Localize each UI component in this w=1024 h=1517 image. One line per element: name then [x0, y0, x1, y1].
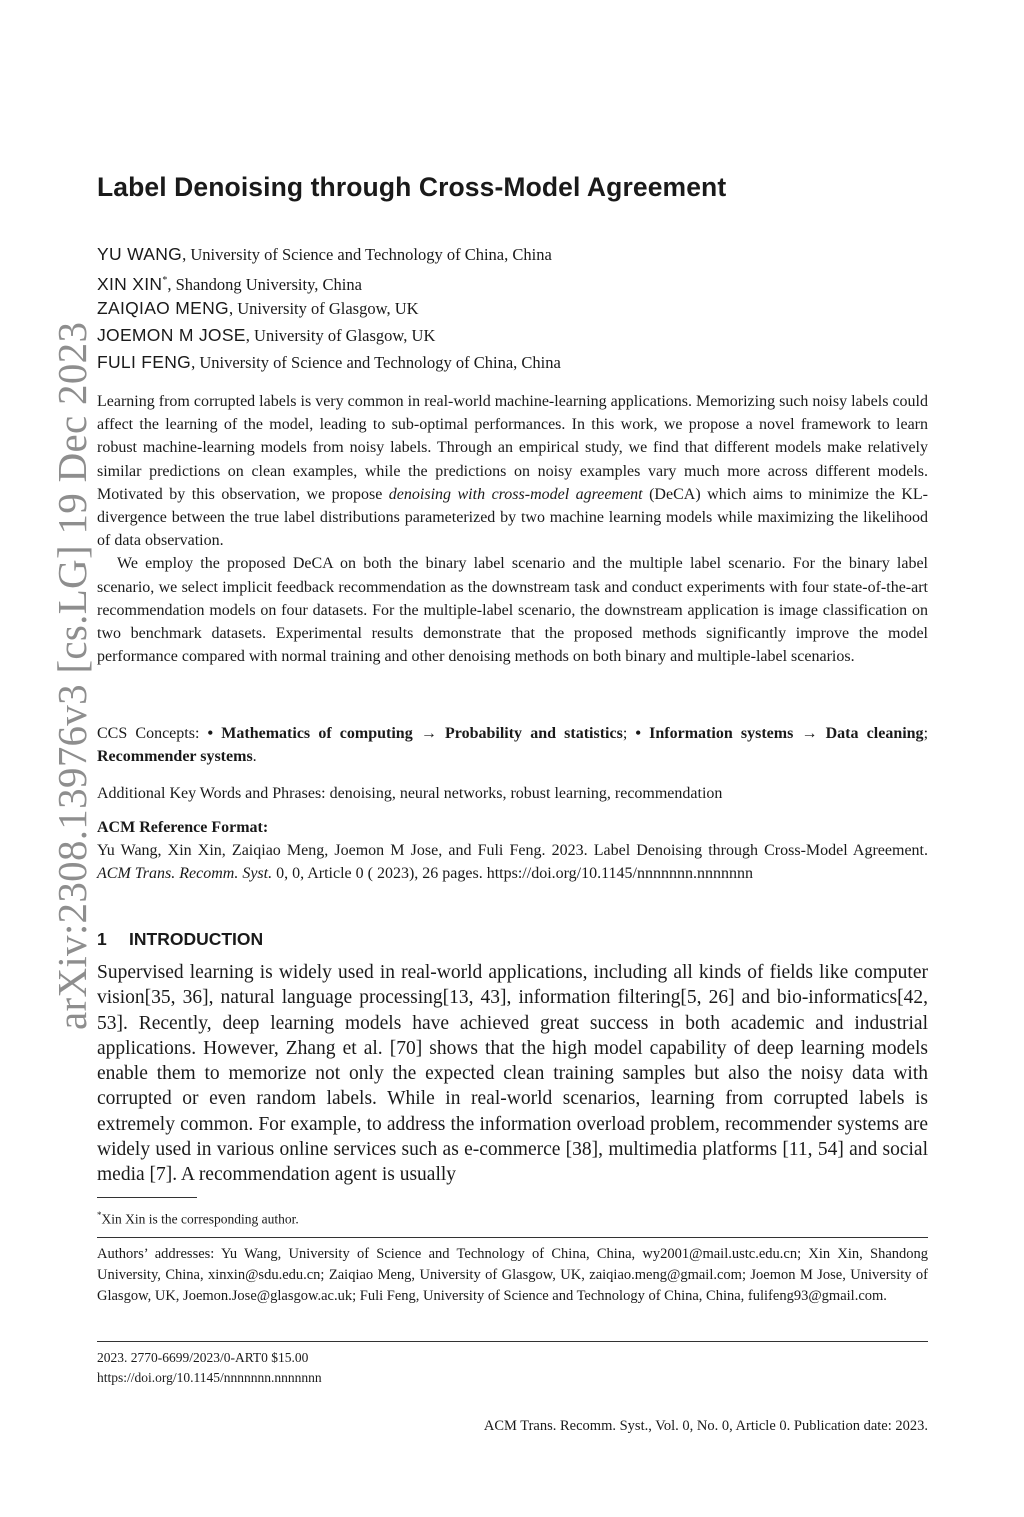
author-entry — [97, 350, 937, 377]
author-entry — [97, 296, 937, 323]
ccs-label: CCS Concepts: — [97, 725, 208, 742]
ccs-separator: ; — [923, 725, 929, 742]
arxiv-identifier-stamp: arXiv:2308.13976v3 [cs.LG] 19 Dec 2023 — [49, 321, 95, 1030]
author-affiliation: , University of Science and Technology of China, China — [191, 353, 561, 372]
publication-info — [97, 1348, 928, 1388]
footnote-mark: * — [97, 1210, 102, 1220]
doi-link[interactable]: https://doi.org/10.1145/nnnnnnn.nnnnnnn — [97, 1370, 322, 1385]
corresponding-author-mark: * — [162, 275, 168, 286]
body-paragraph: Supervised learning is widely used in real-world applications, including all kinds of fields like computer vision[35, 36], natural language processing[13, 43], information filtering[5, 26] and bio-informatics[42, 53]. Recently, deep learning models have achieved great success in both academic and industrial applications. However, Zhang et al. [70] shows that the high model capability of deep learning models enable them to memorize not only the expected clean training samples but also the noisy data with corrupted or even random labels. While in real-world scenarios, learning from corrupted labels is extremely common. For example, to address the information overload problem, recommender systems are widely used in various online services such as e-commerce [38], multimedia platforms [11, 54] and social media [7]. A recommendation agent is usually — [97, 962, 928, 1186]
acm-reference-heading: ACM Reference Format: — [97, 819, 269, 836]
footnote — [97, 1206, 928, 1229]
section-title: INTRODUCTION — [129, 929, 264, 949]
introduction-body — [97, 960, 928, 1188]
author-name: YU WANG — [97, 244, 183, 264]
author-name: XIN XIN — [97, 274, 163, 294]
author-list — [97, 242, 937, 377]
divider — [97, 1237, 928, 1238]
author-name: FULI FENG — [97, 352, 192, 372]
method-name-emphasis: denoising with cross-model agreement — [388, 485, 643, 503]
authors-addresses: Authors’ addresses: Yu Wang, University of Science and Technology of China, China, wy2001@mail.ustc.edu.cn; Xin Xin, Shandong University, China, xinxin@sdu.edu.cn; Zaiqiao Meng, University of Glasgow, UK, zaiqiao.meng@gmail.com; Joemon M Jose, University of Glasgow, UK, Joemon.Jose@glasgow.ac.uk; Fuli Feng, University of Science and Technology of China, China, fulifeng93@gmail.com. — [97, 1246, 928, 1304]
author-entry — [97, 242, 937, 269]
section-number: 1 — [97, 929, 107, 949]
ccs-concept: • Mathematics of computing → Probability and statistics — [207, 725, 623, 742]
ccs-concept: • Information systems → Data cleaning — [635, 725, 924, 742]
abstract-text: Learning from corrupted labels is very common in real-world machine-learning applications. Memorizing such noisy labels could affect the learning of the model, leading to sub-optimal performances. In this work, we propose a novel framework to learn robust machine-learning models from noisy labels. Through an empirical study, we find that different models make relatively similar predictions on clean examples, while the predictions on noisy examples vary much more across different models. Motivated by this observation, we propose — [97, 393, 928, 503]
section-heading — [97, 929, 263, 950]
abstract-paragraph — [97, 390, 928, 552]
ccs-concept: Recommender systems — [97, 748, 253, 766]
abstract-paragraph: We employ the proposed DeCA on both the binary label scenario and the multiple label scenario. For the binary label scenario, we select implicit feedback recommendation as the downstream task and conduct experiments with four state-of-the-art recommendation models on four datasets. For the multiple-label scenario, the downstream application is image classification on two benchmark datasets. Experimental results demonstrate that the proposed methods significantly improve the model performance compared with normal training and other denoising methods on both binary and multiple-label scenarios. — [97, 555, 928, 666]
author-affiliation: , University of Glasgow, UK — [228, 299, 419, 318]
author-entry — [97, 269, 937, 296]
author-entry — [97, 323, 937, 350]
divider — [97, 1341, 928, 1342]
journal-name: ACM Trans. Recomm. Syst. — [97, 865, 273, 883]
running-footer: ACM Trans. Recomm. Syst., Vol. 0, No. 0, Article 0. Publication date: 2023. — [483, 1418, 928, 1434]
author-affiliation: , University of Glasgow, UK — [245, 326, 436, 345]
ccs-separator: . — [252, 748, 257, 766]
acm-reference-text: 0, 0, Article 0 ( 2023), 26 pages. https://doi.org/10.1145/nnnnnnn.nnnnnnn — [272, 865, 753, 883]
issn-line: 2023. 2770-6699/2023/0-ART0 $15.00 — [97, 1350, 309, 1365]
abstract-text: (DeCA) which aims to minimize the KL-divergence between the true label distributions parameterized by two machine learning models while maximizing the likelihood of data observation. — [97, 485, 928, 550]
author-name: JOEMON M JOSE — [97, 325, 246, 345]
footnote-text: Xin Xin is the corresponding author. — [101, 1211, 299, 1227]
ccs-concepts — [97, 722, 928, 768]
keywords: Additional Key Words and Phrases: denoising, neural networks, robust learning, recommendation — [97, 785, 723, 802]
author-affiliation: , Shandong University, China — [167, 275, 362, 294]
footnote-divider — [97, 1197, 197, 1198]
acm-reference-format — [97, 816, 928, 886]
paper-title: Label Denoising through Cross-Model Agreement — [97, 172, 727, 202]
author-affiliation: , University of Science and Technology of China, China — [182, 245, 552, 264]
abstract — [97, 390, 928, 668]
author-name: ZAIQIAO MENG — [97, 298, 229, 318]
ccs-separator: ; — [622, 725, 636, 742]
acm-reference-text: Yu Wang, Xin Xin, Zaiqiao Meng, Joemon M Jose, and Fuli Feng. 2023. Label Denoising through Cross-Model Agreement. — [97, 842, 928, 860]
